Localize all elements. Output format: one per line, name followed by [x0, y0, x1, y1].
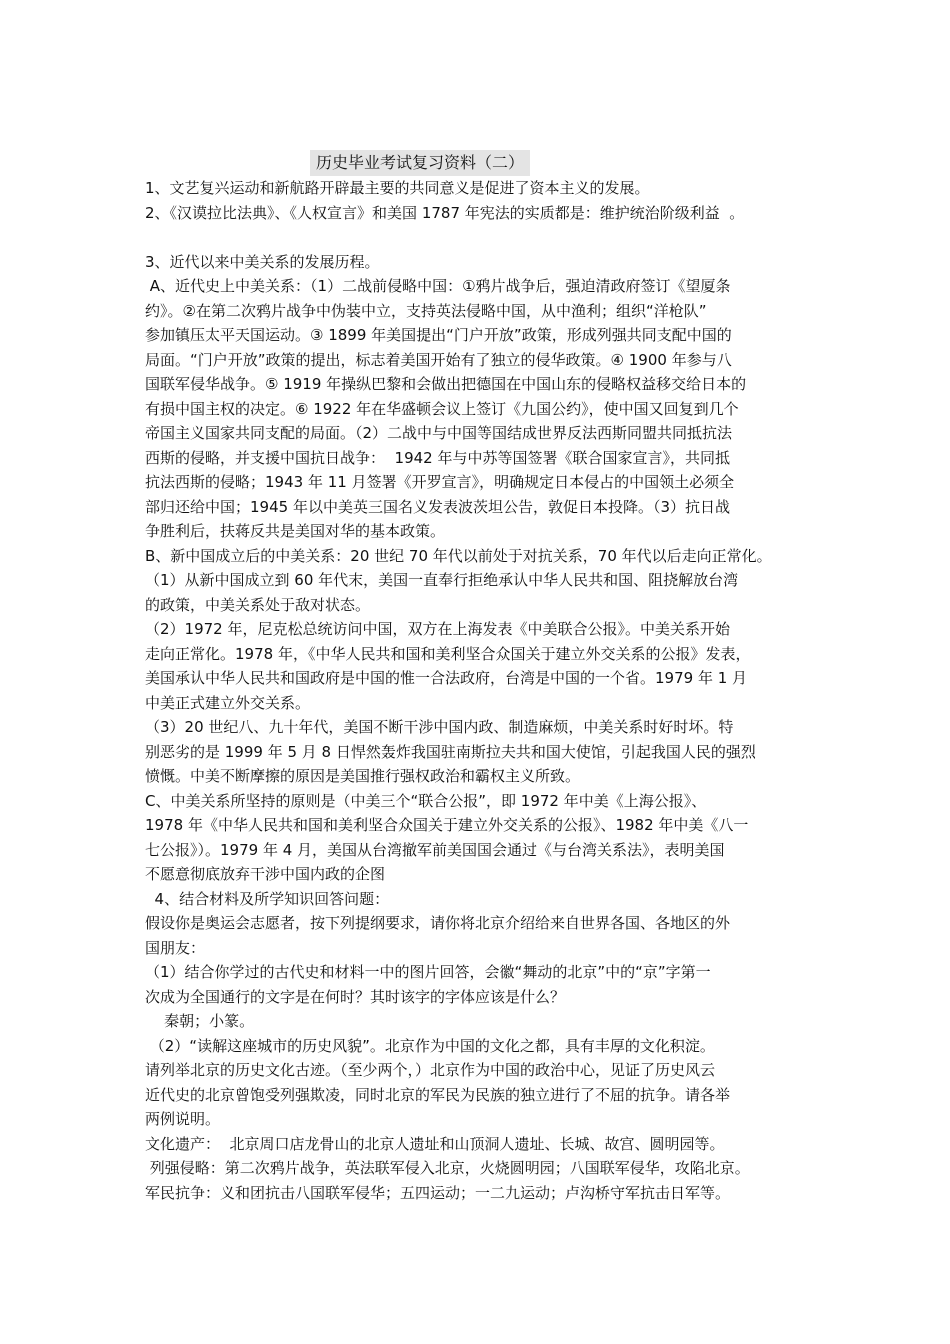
text-line: 参加镇压太平天国运动。③ 1899 年美国提出“门户开放”政策，形成列强共同支配中国的	[145, 326, 732, 344]
text-line: 愤慨。中美不断摩擦的原因是美国推行强权政治和霸权主义所致。	[145, 767, 581, 785]
text-line: 国朋友：	[145, 938, 206, 957]
text-line: A、近代史上中美关系：（1）二战前侵略中国：①鸦片战争后，强迫清政府签订《望厦条	[145, 277, 731, 295]
text-line	[145, 225, 825, 250]
document-title: 历史毕业考试复习资料（二）	[310, 150, 530, 176]
text-line: 帝国主义国家共同支配的局面。（2）二战中与中国等国结成世界反法西斯同盟共同抵抗法	[145, 424, 733, 442]
text-line: 部归还给中国；1945 年以中美英三国名义发表波茨坦公告，敦促日本投降。（3）抗日战	[145, 497, 730, 516]
text-line: 中美正式建立外交关系。	[145, 693, 311, 712]
text-line: 美国承认中华人民共和国政府是中国的惟一合法政府，台湾是中国的一个省。1979 年 1 月	[145, 669, 748, 687]
text-line: （2）“读解这座城市的历史风貌”。北京作为中国的文化之都，具有丰厚的文化积淀。	[145, 1036, 715, 1055]
text-line: 争胜利后，扶蒋反共是美国对华的基本政策。	[145, 522, 446, 540]
text-line: 国联军侵华战争。⑤ 1919 年操纵巴黎和会做出把德国在中国山东的侵略权益移交给日本的	[145, 375, 747, 393]
text-line: 约》。②在第二次鸦片战争中伪装中立，支持英法侵略中国，从中渔利；组织“洋枪队”	[145, 301, 707, 320]
text-line: （2）1972 年，尼克松总统访问中国，双方在上海发表《中美联合公报》。中美关系开始	[145, 620, 730, 638]
text-line: B、新中国成立后的中美关系：20 世纪 70 年代以前处于对抗关系，70 年代以后走向正常化。	[145, 546, 772, 565]
text-line: 列强侵略：第二次鸦片战争，英法联军侵入北京，火烧圆明园；八国联军侵华，攻陷北京。	[145, 1159, 750, 1177]
text-line: （1）结合你学过的古代史和材料一中的图片回答，会徽“舞动的北京”中的“京”字第一	[145, 963, 711, 981]
text-line: 近代史的北京曾饱受列强欺凌，同时北京的军民为民族的独立进行了不屈的抗争。请各举	[145, 1085, 731, 1104]
text-line: 假设你是奥运会志愿者，按下列提纲要求，请你将北京介绍给来自世界各国、各地区的外	[145, 914, 731, 932]
text-line: 两例说明。	[145, 1110, 221, 1128]
text-line: 别恶劣的是 1999 年 5 月 8 日悍然轰炸我国驻南斯拉夫共和国大使馆，引起我国人民的强烈	[145, 742, 756, 761]
text-line: 1978 年《中华人民共和国和美利坚合众国关于建立外交关系的公报》、1982 年中美《八一	[145, 816, 749, 834]
text-line: 军民抗争：义和团抗击八国联军侵华；五四运动；一二九运动；卢沟桥守军抗击日军等。	[145, 1183, 731, 1202]
document-body	[145, 176, 825, 1205]
text-line: （1）从新中国成立到 60 年代末，美国一直奉行拒绝承认中华人民共和国、阻挠解放台湾	[145, 571, 739, 589]
text-line: 4、结合材料及所学知识回答问题：	[145, 889, 390, 908]
text-line: 的政策，中美关系处于敌对状态。	[145, 595, 371, 614]
text-line: 3、近代以来中美关系的发展历程。	[145, 252, 380, 271]
text-line: 次成为全国通行的文字是在何时？其时该字的字体应该是什么？	[145, 987, 566, 1006]
text-line: 抗法西斯的侵略；1943 年 11 月签署《开罗宣言》，明确规定日本侵占的中国领土必须全	[145, 473, 735, 491]
text-line: 请列举北京的历史文化古迹。（至少两个，）北京作为中国的政治中心，见证了历史风云	[145, 1061, 716, 1079]
text-line: 1、文艺复兴运动和新航路开辟最主要的共同意义是促进了资本主义的发展。	[145, 179, 650, 197]
text-line: 文化遗产： 北京周口店龙骨山的北京人遗址和山顶洞人遗址、长城、故宫、圆明园等。	[145, 1134, 725, 1153]
text-line: 七公报》）。1979 年 4 月，美国从台湾撤军前美国国会通过《与台湾关系法》，表明美国	[145, 840, 725, 859]
text-line: 不愿意彻底放弃干涉中国内政的企图	[145, 865, 386, 883]
text-line: 走向正常化。1978 年，《中华人民共和国和美利坚合众国关于建立外交关系的公报》发表，	[145, 644, 751, 663]
text-line: 局面。“门户开放”政策的提出，标志着美国开始有了独立的侵华政策。④ 1900 年参与八	[145, 350, 732, 369]
text-line: C、中美关系所坚持的原则是（中美三个“联合公报”，即 1972 年中美《上海公报》、	[145, 791, 707, 810]
text-line: （3）20 世纪八、九十年代，美国不断干涉中国内政、制造麻烦，中美关系时好时坏。特	[145, 718, 734, 736]
text-line: 西斯的侵略，并支援中国抗日战争： 1942 年与中苏等国签署《联合国家宣言》，共同抵	[145, 448, 730, 467]
text-line: 2、《汉谟拉比法典》、《人权宣言》和美国 1787 年宪法的实质都是：维护统治阶级利益 。	[145, 203, 745, 222]
text-line: 秦朝；小篆。	[145, 1012, 255, 1030]
text-line: 有损中国主权的决定。⑥ 1922 年在华盛顿会议上签订《九国公约》，使中国又回复到几个	[145, 399, 739, 418]
